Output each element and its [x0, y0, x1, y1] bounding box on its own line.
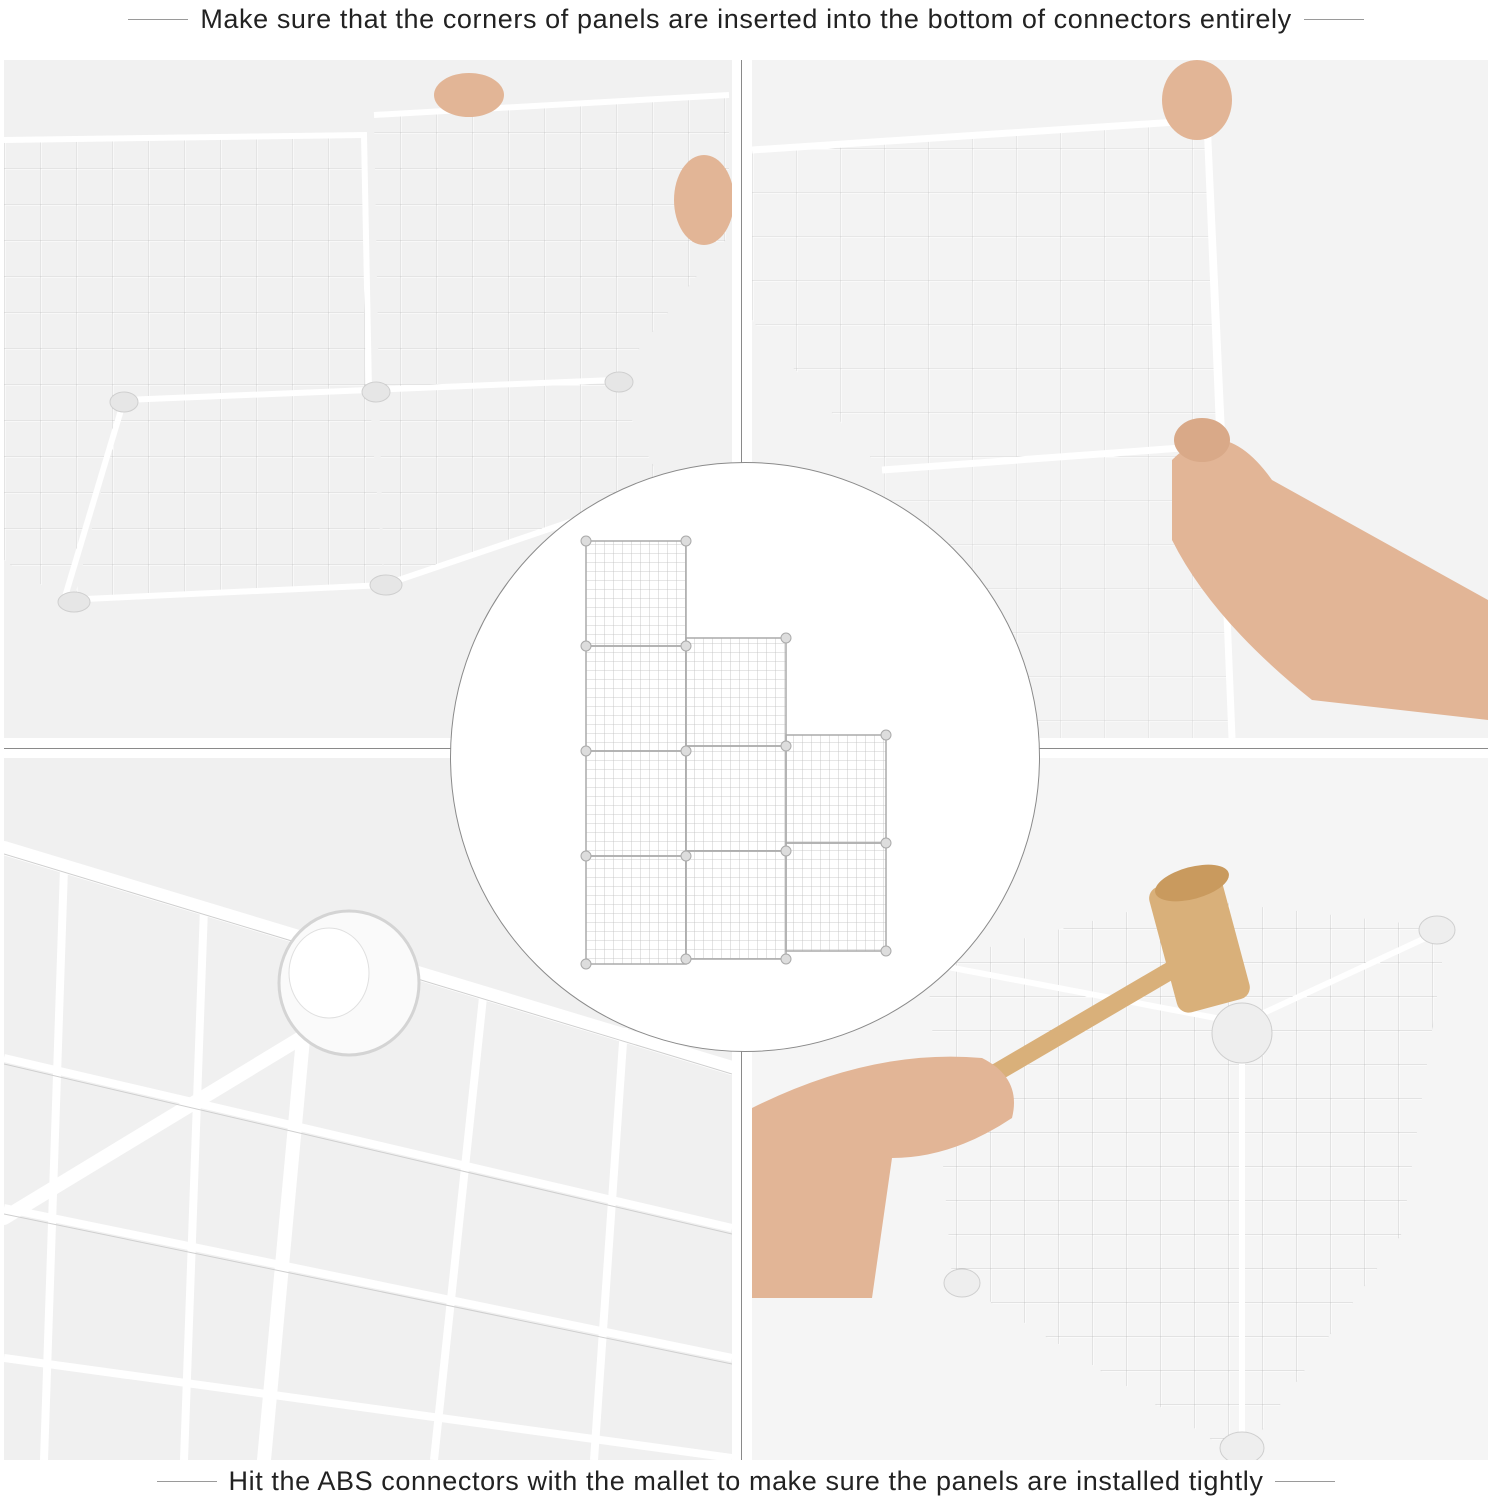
caption-rule-left — [157, 1481, 217, 1482]
caption-rule-left — [128, 19, 188, 20]
top-caption — [0, 0, 1492, 38]
wire-cube-storage-icon — [451, 463, 1039, 1051]
bottom-caption-text: Hit the ABS connectors with the mallet to make sure the panels are installed tightly — [228, 1465, 1264, 1496]
bottom-caption — [0, 1462, 1492, 1500]
top-caption-text: Make sure that the corners of panels are inserted into the bottom of connectors entirely — [200, 3, 1292, 34]
caption-rule-right — [1275, 1481, 1335, 1482]
caption-rule-right — [1304, 19, 1364, 20]
product-preview-circle — [450, 462, 1040, 1052]
